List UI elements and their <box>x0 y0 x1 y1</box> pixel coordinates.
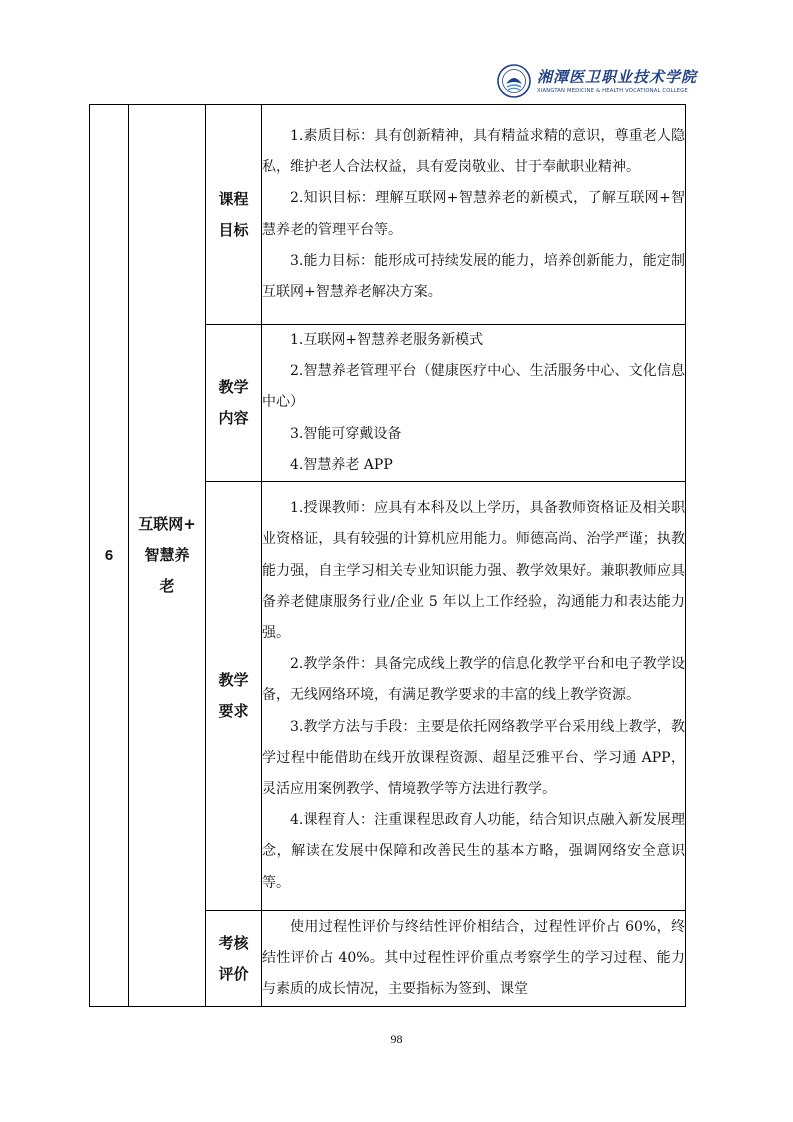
content-paragraph: 4.智慧养老 APP <box>290 456 393 473</box>
school-name-en: XIANGTAN MEDICINE & HEALTH VOCATIONAL COLLEGE <box>537 88 688 94</box>
requirement-paragraph: 3.教学方法与手段：主要是依托网络教学平台采用线上教学，教学过程中能借助在线开放课程资源、超星泛雅平台、学习通 APP，灵活应用案例教学、情境教学等方法进行教学。 <box>262 718 685 798</box>
school-emblem-icon <box>497 64 531 98</box>
course-number: 6 <box>90 105 129 1007</box>
school-logo <box>497 64 697 102</box>
requirement-paragraph: 2.教学条件：具备完成线上教学的信息化教学平台和电子教学设备，无线网络环境，有满足教学要求的丰富的线上教学资源。 <box>262 656 685 704</box>
content-paragraph: 3.智能可穿戴设备 <box>290 425 402 442</box>
goal-paragraph: 2.知识目标：理解互联网+智慧养老的新模式，了解互联网+智慧养老的管理平台等。 <box>262 190 685 238</box>
assessment-label: 考核 评价 <box>206 911 262 1007</box>
table-row <box>90 105 686 325</box>
course-name-line: 互联网+ <box>138 515 196 533</box>
goals-content <box>262 105 686 325</box>
goal-paragraph: 3.能力目标：能形成可持续发展的能力，培养创新能力，能定制互联网+智慧养老解决方案。 <box>262 252 685 300</box>
content-label: 教学 内容 <box>206 325 262 482</box>
goal-paragraph: 1.素质目标：具有创新精神，具有精益求精的意识，尊重老人隐私，维护老人合法权益，具有爱岗敬业、甘于奉献职业精神。 <box>262 127 685 176</box>
requirement-paragraph: 4.课程育人：注重课程思政育人功能，结合知识点融入新发展理念，解读在发展中保障和改善民生的基本方略，强调网络安全意识等。 <box>262 812 685 891</box>
school-name-cn: 湘潭医卫职业技术学院 <box>537 68 698 86</box>
content-paragraph: 2.智慧养老管理平台（健康医疗中心、生活服务中心、文化信息中心） <box>262 363 685 411</box>
goals-label: 课程 目标 <box>206 105 262 325</box>
course-name-line: 智慧养 <box>144 546 190 564</box>
content-paragraph: 1.互联网+智慧养老服务新模式 <box>290 332 484 348</box>
assessment-content <box>262 911 686 1007</box>
page-number: 98 <box>390 1032 403 1046</box>
course-name-line: 老 <box>159 577 175 595</box>
requirement-paragraph: 1.授课教师：应具有本科及以上学历，具备教师资格证及相关职业资格证，具有较强的计算机应用能力。师德高尚、治学严谨；执教能力强，自主学习相关专业知识能力强、教学效果好。兼职教师应具备养老健康服务行业/企业 5 年以上工作经验，沟通能力和表达能力强。 <box>262 500 685 641</box>
teaching-content <box>262 325 686 482</box>
course-table <box>89 104 686 1007</box>
course-name <box>129 105 206 1007</box>
teaching-requirements <box>262 482 686 911</box>
requirements-label: 教学 要求 <box>206 482 262 911</box>
assessment-paragraph: 使用过程性评价与终结性评价相结合，过程性评价占 60%，终结性评价占 40%。其中过程性评价重点考察学生的学习过程、能力与素质的成长情况，主要指标为签到、课堂 <box>262 918 685 998</box>
